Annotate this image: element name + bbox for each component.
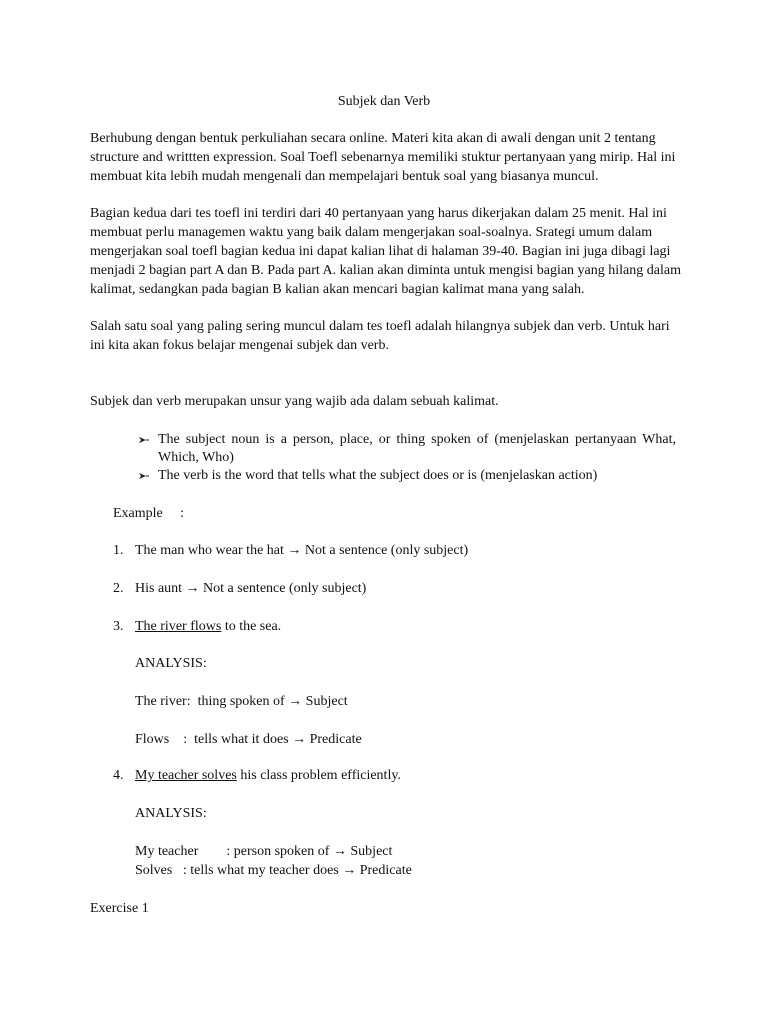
item-4-analysis-label: ANALYSIS: [135, 806, 207, 821]
paragraph-1-line-3: membuat kita lebih mudah mengenali dan mempelajari bentuk soal yang biasanya muncul. [90, 169, 599, 184]
paragraph-2-line-1: Bagian kedua dari tes toefl ini terdiri dari 40 pertanyaan yang harus dikerjakan dalam 25 menit. Hal ini [90, 206, 667, 221]
item-3-number: 3. [113, 619, 124, 634]
paragraph-2-line-5: kalimat, sedangkan pada bagian B kalian akan mencari bagian kalimat mana yang salah. [90, 282, 585, 297]
item-3-analysis-predicate: Flows : tells what it does → Predicate [135, 732, 362, 747]
item-3-analysis-subject: The river: thing spoken of → Subject [135, 694, 348, 709]
paragraph-1-line-2: structure and writtten expression. Soal Toefl sebenarnya memiliki stuktur pertanyaan yang mirip. Hal ini [90, 150, 676, 165]
item-4-analysis-subject: My teacher : person spoken of → Subject [135, 844, 393, 859]
bullet-1-line-1: The subject noun is a person, place, or thing spoken of (menjelaskan pertanyaan What, [158, 432, 676, 447]
item-3-analysis-label: ANALYSIS: [135, 656, 207, 671]
bullet-2-line-1: The verb is the word that tells what the subject does or is (menjelaskan action) [158, 468, 598, 483]
item-2-number: 2. [113, 581, 124, 596]
paragraph-2-line-3: mengerjakan soal toefl bagian kedua ini dapat kalian lihat di halaman 39-40. Bagian ini juga dibagi lagi [90, 244, 671, 259]
item-2-text: His aunt → Not a sentence (only subject) [135, 581, 367, 596]
arrow-bullet-icon [138, 435, 150, 445]
paragraph-4: Subjek dan verb merupakan unsur yang wajib ada dalam sebuah kalimat. [90, 394, 499, 409]
item-4-underlined-phrase: My teacher solves [135, 768, 237, 783]
item-4-sentence [135, 766, 401, 785]
paragraph-3-line-2: ini kita akan fokus belajar mengenai subjek dan verb. [90, 338, 389, 353]
item-4-rest: his class problem efficiently. [236, 768, 401, 783]
exercise-label: Exercise 1 [90, 901, 149, 916]
paragraph-2-line-2: membuat perlu managemen waktu yang baik dalam mengerjakan soal-soalnya. Srategi umum dalam [90, 225, 653, 240]
bullet-1-line-2: Which, Who) [158, 450, 234, 465]
item-3-rest: to the sea. [221, 619, 282, 634]
item-3-sentence [135, 617, 281, 636]
arrow-bullet-icon [138, 471, 150, 481]
page-title: Subjek dan Verb [337, 94, 431, 109]
item-4-analysis-predicate: Solves : tells what my teacher does → Predicate [135, 863, 412, 878]
paragraph-2-line-4: menjadi 2 bagian part A dan B. Pada part A. kalian akan diminta untuk mengisi bagian yang hilang dalam [90, 263, 681, 278]
paragraph-3-line-1: Salah satu soal yang paling sering muncul dalam tes toefl adalah hilangnya subjek dan verb. Untuk hari [90, 319, 670, 334]
item-1-text: The man who wear the hat → Not a sentence (only subject) [135, 543, 469, 558]
paragraph-1-line-1: Berhubung dengan bentuk perkuliahan secara online. Materi kita akan di awali dengan unit 2 tentang [90, 131, 656, 146]
item-3-underlined-phrase: The river flows [135, 619, 222, 634]
item-4-number: 4. [113, 768, 124, 783]
item-1-number: 1. [113, 543, 124, 558]
example-label: Example [113, 506, 163, 521]
example-colon: : [180, 506, 184, 521]
